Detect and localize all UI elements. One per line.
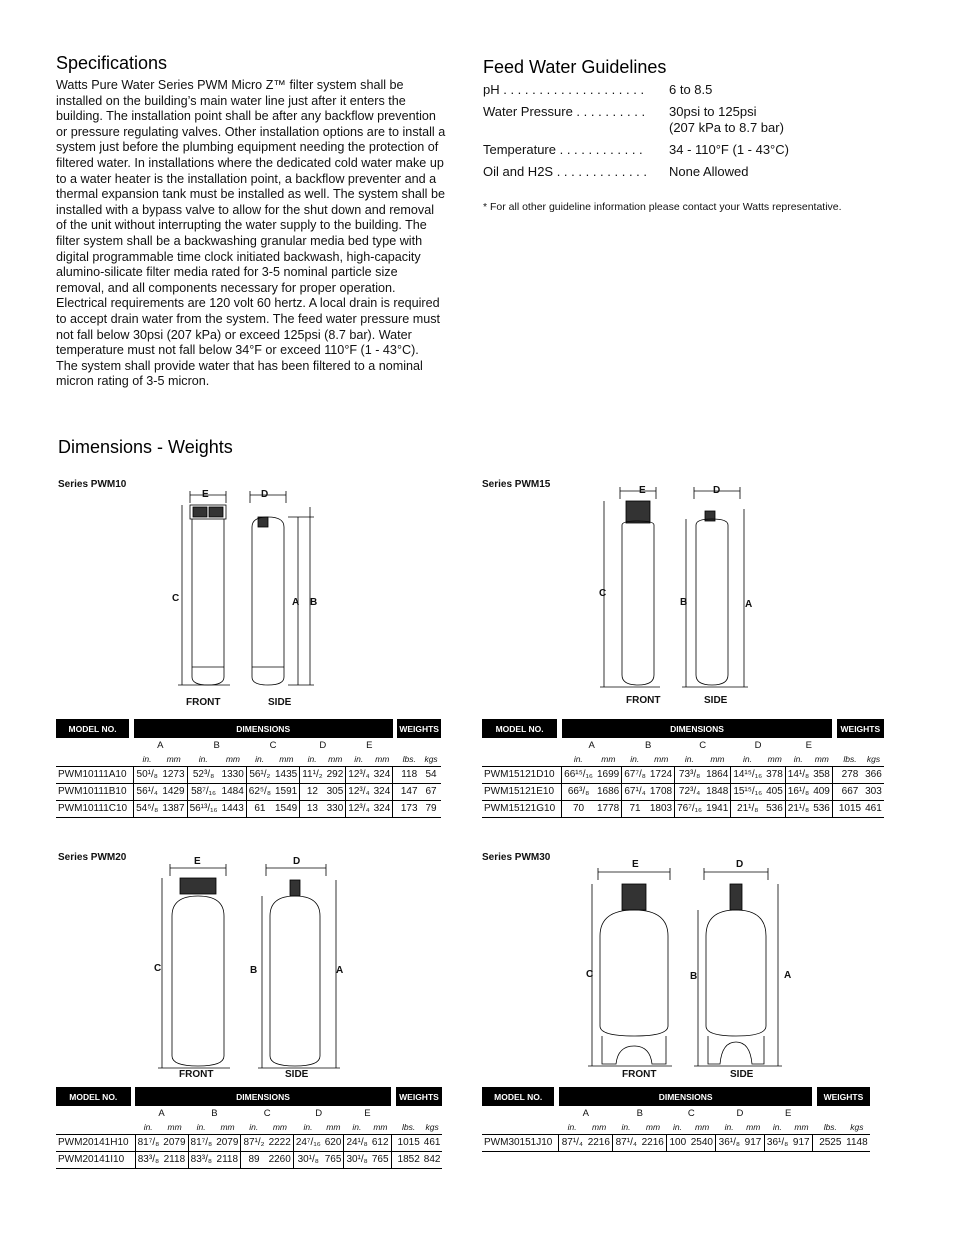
- specifications-text: [56, 78, 446, 390]
- cell: 24⁷/₁₆: [293, 1134, 322, 1151]
- cell: 292: [325, 766, 346, 783]
- model-cell: PWM20141I10: [56, 1151, 131, 1168]
- model-cell: PWM15121E10: [482, 783, 557, 800]
- letter-a: A: [588, 739, 595, 751]
- feed-water-table: [483, 82, 883, 186]
- dim-label-b: B: [680, 597, 688, 608]
- cell: 1443: [220, 800, 247, 817]
- cell: 24¹/₈: [344, 1134, 370, 1151]
- dim-label-c: C: [154, 963, 162, 974]
- unit-mm: mm: [791, 1120, 813, 1134]
- unit-in: in.: [622, 752, 648, 766]
- unit-lbs: lbs.: [396, 1120, 422, 1134]
- unit-in: in.: [675, 752, 704, 766]
- cell: 305: [325, 783, 346, 800]
- cell: 278: [837, 766, 863, 783]
- cell: 36¹/₈: [716, 1134, 743, 1151]
- cell: 324: [372, 783, 393, 800]
- cell: 36¹/₈: [764, 1134, 791, 1151]
- table-row: [482, 766, 884, 783]
- cell: 1484: [220, 783, 247, 800]
- cell: 52³/₈: [187, 766, 219, 783]
- cell: 87¹/₄: [613, 1134, 639, 1151]
- cell: 12³/₄: [346, 783, 372, 800]
- table-row: [56, 800, 441, 817]
- dim-label-a: A: [784, 970, 792, 981]
- cell: 536: [811, 800, 832, 817]
- cell: 1273: [160, 766, 187, 783]
- unit-in: in.: [785, 752, 811, 766]
- cell: 30¹/₈: [293, 1151, 322, 1168]
- cell: 67⁷/₈: [622, 766, 648, 783]
- cell: 56¹³/₁₆: [187, 800, 219, 817]
- model-cell: PWM20141H10: [56, 1134, 131, 1151]
- cell: 54⁵/₈: [134, 800, 161, 817]
- model-cell: PWM15121G10: [482, 800, 557, 817]
- cell: 612: [370, 1134, 391, 1151]
- dim-label-b: B: [250, 965, 258, 976]
- unit-mm: mm: [273, 752, 300, 766]
- cell: 16¹/₈: [785, 783, 811, 800]
- letter-b: B: [211, 1107, 218, 1119]
- unit-mm: mm: [595, 752, 622, 766]
- feed-water-row: [483, 104, 883, 136]
- cell: 87¹/₄: [559, 1134, 585, 1151]
- unit-mm: mm: [764, 752, 785, 766]
- cell: 50¹/₈: [134, 766, 161, 783]
- feed-water-value-line: 30psi to 125psi: [669, 104, 757, 119]
- model-header: MODEL NO.: [56, 1087, 131, 1106]
- model-cell: PWM10111B10: [56, 783, 129, 800]
- letter-c: C: [687, 1107, 695, 1119]
- dim-label-d: D: [713, 485, 721, 496]
- table-row: [56, 1134, 442, 1151]
- letter-c: C: [699, 739, 707, 751]
- cell: 76⁷/₁₆: [675, 800, 704, 817]
- letter-a: A: [158, 1107, 165, 1119]
- cell: 1848: [704, 783, 731, 800]
- table-row: [56, 1151, 442, 1168]
- unit-mm: mm: [267, 1120, 294, 1134]
- cell: 1803: [648, 800, 675, 817]
- pwm10-diagram: [160, 487, 340, 712]
- cell: 1852: [396, 1151, 422, 1168]
- cell: 536: [764, 800, 785, 817]
- unit-mm: mm: [161, 1120, 188, 1134]
- cell: 1387: [160, 800, 187, 817]
- dimensions-header: DIMENSIONS: [559, 1087, 812, 1106]
- unit-mm: mm: [160, 752, 187, 766]
- cell: 67¹/₄: [622, 783, 648, 800]
- letter-a: A: [582, 1107, 589, 1119]
- unit-kgs: kgs: [421, 752, 441, 766]
- pwm10-table: [56, 719, 441, 818]
- pwm20-table: [56, 1087, 442, 1169]
- cell: 61: [246, 800, 273, 817]
- dim-label-e: E: [639, 485, 646, 496]
- model-header: MODEL NO.: [482, 1087, 554, 1106]
- unit-in: in.: [187, 752, 219, 766]
- feed-water-label: Temperature . . . . . . . . . . . .: [483, 142, 643, 157]
- cell: 842: [422, 1151, 443, 1168]
- unit-in: in.: [764, 1120, 791, 1134]
- unit-in: in.: [716, 1120, 743, 1134]
- feed-water-row: [483, 142, 883, 158]
- unit-in: in.: [134, 752, 161, 766]
- cell: 58⁷/₁₆: [187, 783, 219, 800]
- cell: 1724: [648, 766, 675, 783]
- cell: 330: [325, 800, 346, 817]
- weights-header: WEIGHTS: [817, 1087, 870, 1106]
- cell: 1148: [844, 1134, 870, 1151]
- feed-water-value: 6 to 8.5: [669, 82, 713, 97]
- cell: 13: [300, 800, 325, 817]
- letter-b: B: [636, 1107, 643, 1119]
- front-label: FRONT: [186, 697, 221, 708]
- cell: 917: [742, 1134, 764, 1151]
- cell: 173: [397, 800, 421, 817]
- unit-in: in.: [241, 1120, 267, 1134]
- model-cell: PWM15121D10: [482, 766, 557, 783]
- cell: 87¹/₂: [241, 1134, 267, 1151]
- cell: 1941: [704, 800, 731, 817]
- cell: 147: [397, 783, 421, 800]
- cell: 54: [421, 766, 441, 783]
- dim-label-e: E: [632, 859, 639, 870]
- cell: 620: [323, 1134, 344, 1151]
- unit-in: in.: [344, 1120, 370, 1134]
- unit-lbs: lbs.: [397, 752, 421, 766]
- cell: 62⁵/₈: [246, 783, 273, 800]
- cell: 71: [622, 800, 648, 817]
- cell: 67: [421, 783, 441, 800]
- cell: 1435: [273, 766, 300, 783]
- series-label: Series PWM30: [482, 852, 551, 863]
- cell: 15¹⁵/₁₆: [731, 783, 764, 800]
- unit-mm: mm: [370, 1120, 391, 1134]
- unit-in: in.: [300, 752, 325, 766]
- series-label: Series PWM20: [58, 852, 127, 863]
- model-cell: PWM10111A10: [56, 766, 129, 783]
- pwm20-diagram: [150, 856, 360, 1086]
- letter-e: E: [366, 739, 373, 751]
- cell: 66¹⁵/₁₆: [562, 766, 595, 783]
- model-cell: PWM10111C10: [56, 800, 129, 817]
- series-label: Series PWM10: [58, 479, 127, 490]
- cell: 21¹/₈: [785, 800, 811, 817]
- cell: 2260: [267, 1151, 294, 1168]
- cell: 765: [323, 1151, 344, 1168]
- dim-label-b: B: [690, 971, 698, 982]
- dim-label-a: A: [336, 965, 344, 976]
- pwm30-diagram: [580, 856, 800, 1086]
- letter-c: C: [269, 739, 277, 751]
- feed-water-row: [483, 164, 883, 180]
- unit-in: in.: [135, 1120, 161, 1134]
- pwm15-diagram: [590, 485, 770, 710]
- front-label: FRONT: [622, 1069, 657, 1080]
- cell: 11¹/₂: [300, 766, 325, 783]
- cell: 21¹/₈: [731, 800, 764, 817]
- unit-kgs: kgs: [844, 1120, 870, 1134]
- unit-in: in.: [293, 1120, 322, 1134]
- letter-a: A: [157, 739, 164, 751]
- cell: 1708: [648, 783, 675, 800]
- cell: 118: [397, 766, 421, 783]
- dimensions-header: DIMENSIONS: [135, 1087, 391, 1106]
- dim-label-d: D: [261, 489, 269, 500]
- dim-label-d: D: [736, 859, 744, 870]
- feed-water-label: Oil and H2S . . . . . . . . . . . . .: [483, 164, 647, 179]
- cell: 765: [370, 1151, 391, 1168]
- weights-header: WEIGHTS: [837, 719, 884, 738]
- letter-e: E: [364, 1107, 371, 1119]
- letter-e: E: [785, 1107, 792, 1119]
- feed-water-value: [669, 104, 869, 136]
- letter-b: B: [644, 739, 652, 751]
- pwm30-table: [482, 1087, 870, 1152]
- cell: 56¹/₄: [134, 783, 161, 800]
- cell: 1591: [273, 783, 300, 800]
- unit-mm: mm: [742, 1120, 764, 1134]
- cell: 378: [764, 766, 785, 783]
- cell: 56¹/₂: [246, 766, 273, 783]
- unit-in: in.: [346, 752, 372, 766]
- cell: 1015: [837, 800, 863, 817]
- unit-mm: mm: [214, 1120, 241, 1134]
- cell: 66³/₈: [562, 783, 595, 800]
- cell: 12: [300, 783, 325, 800]
- table-row: [56, 783, 441, 800]
- series-label: Series PWM15: [482, 479, 551, 490]
- cell: 1330: [220, 766, 247, 783]
- letter-d: D: [319, 739, 327, 751]
- weights-header: WEIGHTS: [396, 1087, 443, 1106]
- cell: 2079: [161, 1134, 188, 1151]
- feed-water-value: None Allowed: [669, 164, 749, 179]
- dimensions-header: DIMENSIONS: [562, 719, 833, 738]
- cell: 1015: [396, 1134, 422, 1151]
- cell: 667: [837, 783, 863, 800]
- cell: 405: [764, 783, 785, 800]
- specifications-paragraph: The system shall provide water that has been filtered to a nominal micron rating of 3-5 micron.: [56, 358, 423, 389]
- unit-mm: mm: [372, 752, 393, 766]
- dim-label-e: E: [194, 856, 201, 867]
- dim-label-a: A: [745, 599, 753, 610]
- cell: 14¹⁵/₁₆: [731, 766, 764, 783]
- table-row: [482, 783, 884, 800]
- cell: 81⁷/₈: [188, 1134, 214, 1151]
- dimensions-header: DIMENSIONS: [134, 719, 393, 738]
- unit-mm: mm: [220, 752, 247, 766]
- cell: 461: [863, 800, 884, 817]
- cell: 14¹/₈: [785, 766, 811, 783]
- cell: 89: [241, 1151, 267, 1168]
- unit-lbs: lbs.: [837, 752, 863, 766]
- cell: 73³/₈: [675, 766, 704, 783]
- dim-label-c: C: [599, 588, 607, 599]
- unit-mm: mm: [323, 1120, 344, 1134]
- cell: 70: [562, 800, 595, 817]
- cell: 1549: [273, 800, 300, 817]
- unit-in: in.: [188, 1120, 214, 1134]
- feed-water-title: Feed Water Guidelines: [483, 57, 667, 77]
- table-row: [56, 766, 441, 783]
- feed-water-row: [483, 82, 883, 98]
- cell: 917: [791, 1134, 813, 1151]
- dim-label-d: D: [293, 856, 301, 867]
- cell: 303: [863, 783, 884, 800]
- front-label: FRONT: [179, 1069, 214, 1080]
- cell: 358: [811, 766, 832, 783]
- side-label: SIDE: [704, 695, 728, 706]
- cell: 83³/₈: [135, 1151, 161, 1168]
- dimensions-title: Dimensions - Weights: [58, 437, 233, 457]
- unit-in: in.: [246, 752, 273, 766]
- cell: 1429: [160, 783, 187, 800]
- cell: 2216: [585, 1134, 612, 1151]
- cell: 409: [811, 783, 832, 800]
- feed-water-label: pH . . . . . . . . . . . . . . . . . . . .: [483, 82, 645, 97]
- weights-header: WEIGHTS: [397, 719, 441, 738]
- cell: 100: [667, 1134, 689, 1151]
- cell: 79: [421, 800, 441, 817]
- dim-label-b: B: [310, 597, 318, 608]
- feed-water-value-line: (207 kPa to 8.7 bar): [669, 120, 784, 135]
- feed-water-label: Water Pressure . . . . . . . . . .: [483, 104, 646, 119]
- unit-mm: mm: [325, 752, 346, 766]
- cell: 2118: [161, 1151, 188, 1168]
- letter-d: D: [315, 1107, 323, 1119]
- unit-mm: mm: [585, 1120, 612, 1134]
- model-header: MODEL NO.: [482, 719, 557, 738]
- cell: 2525: [817, 1134, 844, 1151]
- cell: 324: [372, 766, 393, 783]
- unit-lbs: lbs.: [817, 1120, 844, 1134]
- unit-kgs: kgs: [863, 752, 884, 766]
- letter-c: C: [263, 1107, 271, 1119]
- side-label: SIDE: [285, 1069, 309, 1080]
- letter-b: B: [213, 739, 220, 751]
- model-header: MODEL NO.: [56, 719, 129, 738]
- cell: 2216: [639, 1134, 666, 1151]
- unit-in: in.: [731, 752, 764, 766]
- table-row: [482, 800, 884, 817]
- cell: 324: [372, 800, 393, 817]
- dim-label-c: C: [586, 969, 594, 980]
- cell: 72³/₄: [675, 783, 704, 800]
- cell: 461: [422, 1134, 443, 1151]
- unit-in: in.: [562, 752, 595, 766]
- cell: 2079: [214, 1134, 241, 1151]
- dim-label-a: A: [292, 597, 300, 608]
- unit-in: in.: [559, 1120, 585, 1134]
- cell: 1699: [595, 766, 622, 783]
- specifications-paragraph: Watts Pure Water Series PWM Micro Z™ filter system shall be installed on the building’s main water line just after it enters the building. The installation point shall be after any backflow prevention or pressure regulating valves. Other installation options are to install a system just before the plumbing equipment needing the protection of filtered water. In installations where the dedicated cold water make up to a water heater is the installation point, a backflow preventer and a thermal expansion tank must be installed as well. The system shall be installed with a bypass valve to allow for the shut down and removal of the unit without interrupting the water supply to the building. The filter system shall be a backwashing granular media bed type with digital programmable time clock initiated backwash, high-capacity alumino-silicate filter media rated for 3-5 nominal particle size removal, and all components necessary for proper operation. Electrical requirements are 120 volt 60 hertz. A local drain is required to accept drain water from the system. The feed water pressure must not fall below 30psi (207 kPa) or exceed 125psi (8.7 bar). Water temperature must not fall below 34°F or exceed 110°F (1 - 43°C).: [56, 78, 446, 358]
- front-label: FRONT: [626, 695, 661, 706]
- side-label: SIDE: [268, 697, 292, 708]
- cell: 366: [863, 766, 884, 783]
- cell: 1778: [595, 800, 622, 817]
- unit-in: in.: [667, 1120, 689, 1134]
- letter-e: E: [805, 739, 812, 751]
- cell: 12³/₄: [346, 800, 372, 817]
- unit-mm: mm: [648, 752, 675, 766]
- letter-d: D: [736, 1107, 744, 1119]
- dim-label-c: C: [172, 593, 180, 604]
- cell: 2118: [214, 1151, 241, 1168]
- unit-mm: mm: [704, 752, 731, 766]
- unit-kgs: kgs: [422, 1120, 443, 1134]
- cell: 1864: [704, 766, 731, 783]
- letter-d: D: [754, 739, 762, 751]
- feed-water-value: 34 - 110°F (1 - 43°C): [669, 142, 789, 157]
- unit-mm: mm: [811, 752, 832, 766]
- table-row: [482, 1134, 870, 1151]
- dim-label-e: E: [202, 489, 209, 500]
- feed-water-note: * For all other guideline information please contact your Watts representative.: [483, 201, 842, 213]
- cell: 1686: [595, 783, 622, 800]
- side-label: SIDE: [730, 1069, 754, 1080]
- cell: 83³/₈: [188, 1151, 214, 1168]
- unit-mm: mm: [688, 1120, 715, 1134]
- cell: 30¹/₈: [344, 1151, 370, 1168]
- unit-mm: mm: [639, 1120, 666, 1134]
- cell: 2540: [688, 1134, 715, 1151]
- unit-in: in.: [613, 1120, 639, 1134]
- cell: 12³/₄: [346, 766, 372, 783]
- pwm15-table: [482, 719, 884, 818]
- specifications-title: Specifications: [56, 53, 168, 73]
- cell: 81⁷/₈: [135, 1134, 161, 1151]
- cell: 2222: [267, 1134, 294, 1151]
- model-cell: PWM30151J10: [482, 1134, 554, 1151]
